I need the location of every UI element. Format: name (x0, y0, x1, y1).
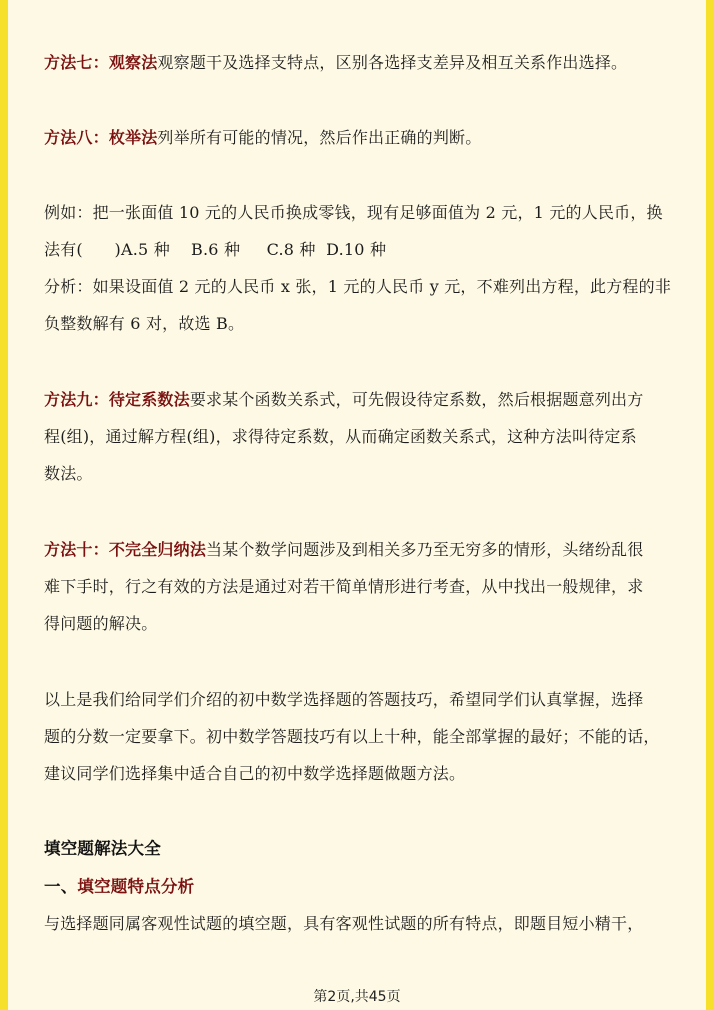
intro-line: 与选择题同属客观性试题的填空题，具有客观性试题的所有特点，即题目短小精干， (44, 914, 644, 933)
subsection-heading (44, 868, 674, 905)
left-border (0, 0, 8, 1010)
example-line-2: 法有( )A.5 种 B.6 种 C.8 种 D.10 种 (44, 240, 387, 259)
method10-text-3: 得问题的解决。 (44, 614, 158, 633)
method9-label: 方法九： (44, 390, 109, 409)
method9-text-1: 要求某个函数关系式，可先假设待定系数，然后根据题意列出方 (189, 390, 644, 409)
method7-label: 方法七： (44, 53, 109, 72)
analysis-line-1: 分析：如果设面值 2 元的人民币 x 张，1 元的人民币 y 元，不难列出方程，此方程的非 (44, 277, 672, 296)
method8-label: 方法八： (44, 128, 109, 147)
method7-text: 观察题干及选择支特点，区别各选择支差异及相互关系作出选择。 (157, 53, 628, 72)
method8-keyword: 枚举法 (108, 128, 158, 147)
method10-paragraph (44, 531, 674, 642)
analysis-line-2: 负整数解有 6 对，故选 B。 (44, 314, 245, 333)
method7-keyword: 观察法 (108, 53, 158, 72)
summary-line-2: 题的分数一定要拿下。初中数学答题技巧有以上十种，能全部掌握的最好；不能的话， (44, 727, 660, 746)
method10-text-1: 当某个数学问题涉及到相关多乃至无穷多的情形，头绪纷乱很 (206, 540, 644, 559)
subsection-number: 一、 (44, 877, 78, 896)
method7-paragraph (44, 44, 674, 81)
method8-paragraph (44, 119, 674, 156)
summary-line-3: 建议同学们选择集中适合自己的初中数学选择题做题方法。 (44, 764, 466, 783)
method9-text-2: 程(组)，通过解方程(组)，求得待定系数，从而确定函数关系式，这种方法叫待定系 (44, 427, 637, 446)
method9-paragraph (44, 381, 674, 492)
method10-label: 方法十： (44, 540, 109, 559)
example-paragraph (44, 194, 674, 342)
summary-paragraph (44, 681, 674, 792)
section-title: 填空题解法大全 (44, 839, 161, 858)
summary-line-1: 以上是我们给同学们介绍的初中数学选择题的答题技巧，希望同学们认真掌握，选择 (44, 690, 644, 709)
method10-keyword: 不完全归纳法 (108, 540, 207, 559)
method9-text-3: 数法。 (44, 464, 93, 483)
right-border (706, 0, 714, 1010)
page-footer: 第2页,共45页 (313, 989, 401, 1005)
subsection-title: 填空题特点分析 (77, 877, 195, 896)
method10-text-2: 难下手时，行之有效的方法是通过对若干简单情形进行考查，从中找出一般规律，求 (44, 577, 644, 596)
method8-text: 列举所有可能的情况，然后作出正确的判断。 (157, 128, 482, 147)
method9-keyword: 待定系数法 (108, 390, 190, 409)
example-line-1: 例如：把一张面值 10 元的人民币换成零钱，现有足够面值为 2 元，1 元的人民币，换 (44, 203, 663, 222)
